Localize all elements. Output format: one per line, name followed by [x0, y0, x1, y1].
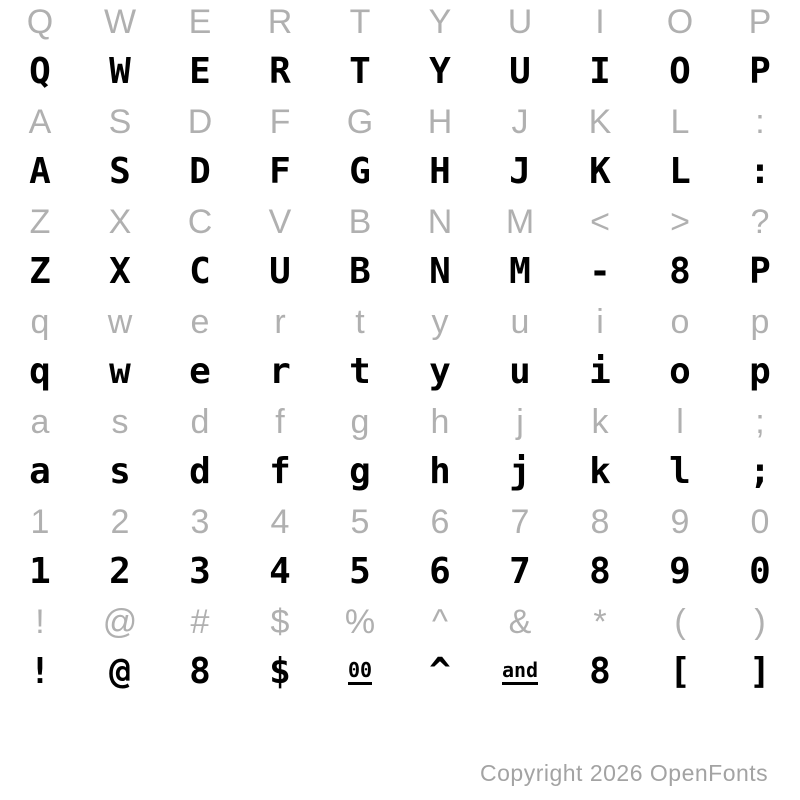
glyph-cell	[0, 144, 80, 200]
specimen-glyph: 3	[189, 551, 211, 592]
glyph-cell	[320, 300, 400, 344]
specimen-glyph: 5	[349, 551, 371, 592]
glyph-cell	[400, 344, 480, 400]
glyph-cell	[400, 200, 480, 244]
glyph-cell	[80, 600, 160, 644]
reference-glyph: 3	[190, 503, 210, 541]
glyph-cell	[480, 0, 560, 44]
reference-row	[0, 300, 800, 344]
specimen-glyph: h	[429, 451, 451, 492]
glyph-cell	[560, 644, 640, 700]
glyph-cell	[400, 0, 480, 44]
glyph-cell	[160, 0, 240, 44]
reference-glyph: >	[670, 203, 690, 241]
glyph-cell	[400, 544, 480, 600]
glyph-cell	[720, 644, 800, 700]
glyph-cell	[160, 544, 240, 600]
glyph-cell	[0, 200, 80, 244]
specimen-glyph: w	[109, 351, 131, 392]
glyph-cell	[320, 600, 400, 644]
specimen-glyph: s	[109, 451, 131, 492]
glyph-cell	[640, 544, 720, 600]
glyph-cell	[160, 500, 240, 544]
reference-glyph: M	[505, 203, 535, 241]
glyph-cell	[720, 44, 800, 100]
glyph-cell	[80, 100, 160, 144]
specimen-glyph: D	[189, 151, 211, 192]
reference-glyph: U	[507, 3, 533, 41]
glyph-cell	[240, 44, 320, 100]
glyph-cell	[720, 200, 800, 244]
glyph-cell	[80, 244, 160, 300]
reference-glyph: A	[28, 103, 52, 141]
reference-glyph: q	[30, 303, 50, 341]
glyph-cell	[720, 344, 800, 400]
glyph-cell	[0, 544, 80, 600]
reference-glyph: e	[190, 303, 210, 341]
glyph-cell	[240, 644, 320, 700]
reference-glyph: t	[355, 303, 365, 341]
glyph-cell	[160, 244, 240, 300]
glyph-cell	[320, 500, 400, 544]
specimen-glyph: ^	[429, 651, 451, 692]
glyph-cell	[320, 444, 400, 500]
reference-glyph: L	[670, 103, 690, 141]
specimen-glyph: R	[269, 51, 291, 92]
reference-row	[0, 100, 800, 144]
glyph-cell	[240, 100, 320, 144]
specimen-glyph: S	[109, 151, 131, 192]
reference-glyph: Z	[29, 203, 51, 241]
reference-glyph: :	[755, 103, 765, 141]
glyph-cell	[80, 444, 160, 500]
glyph-cell	[720, 244, 800, 300]
glyph-cell	[320, 344, 400, 400]
glyph-cell	[400, 44, 480, 100]
glyph-cell	[720, 0, 800, 44]
reference-glyph: I	[595, 3, 605, 41]
specimen-glyph: $	[269, 651, 291, 692]
reference-row	[0, 600, 800, 644]
glyph-cell	[0, 300, 80, 344]
glyph-cell	[640, 100, 720, 144]
glyph-cell	[640, 44, 720, 100]
specimen-glyph: a	[29, 451, 51, 492]
glyph-cell	[400, 500, 480, 544]
specimen-glyph: p	[749, 351, 771, 392]
glyph-cell	[320, 44, 400, 100]
glyph-cell	[160, 644, 240, 700]
glyph-cell	[0, 444, 80, 500]
reference-row	[0, 200, 800, 244]
copyright-footer: Copyright 2026 OpenFonts	[480, 760, 769, 786]
reference-glyph: 2	[110, 503, 130, 541]
glyph-cell	[480, 244, 560, 300]
specimen-glyph: @	[109, 651, 131, 692]
reference-glyph: i	[596, 303, 604, 341]
glyph-cell	[160, 100, 240, 144]
specimen-row	[0, 144, 800, 200]
reference-row	[0, 400, 800, 444]
glyph-cell	[80, 644, 160, 700]
glyph-cell	[720, 544, 800, 600]
reference-glyph: ^	[432, 603, 448, 641]
glyph-cell	[0, 400, 80, 444]
reference-glyph: j	[516, 403, 524, 441]
specimen-glyph: Z	[29, 251, 51, 292]
specimen-row	[0, 444, 800, 500]
glyph-cell	[0, 100, 80, 144]
specimen-glyph: :	[749, 151, 771, 192]
glyph-cell	[720, 100, 800, 144]
reference-glyph: C	[187, 203, 213, 241]
glyph-cell	[160, 144, 240, 200]
reference-glyph: g	[350, 403, 370, 441]
specimen-glyph: f	[269, 451, 291, 492]
glyph-cell	[640, 400, 720, 444]
reference-glyph: d	[190, 403, 210, 441]
glyph-cell	[640, 500, 720, 544]
reference-glyph: ?	[750, 203, 770, 241]
glyph-cell	[480, 144, 560, 200]
reference-glyph: S	[108, 103, 132, 141]
specimen-glyph: O	[669, 51, 691, 92]
reference-glyph: r	[274, 303, 286, 341]
glyph-cell	[0, 500, 80, 544]
specimen-glyph: 00	[348, 660, 372, 685]
specimen-glyph: C	[189, 251, 211, 292]
specimen-glyph: 6	[429, 551, 451, 592]
specimen-row	[0, 544, 800, 600]
specimen-glyph: 8	[669, 251, 691, 292]
glyph-cell	[400, 300, 480, 344]
glyph-cell	[480, 300, 560, 344]
glyph-cell	[240, 300, 320, 344]
glyph-cell	[400, 644, 480, 700]
glyph-cell	[480, 600, 560, 644]
specimen-glyph: u	[509, 351, 531, 392]
glyph-cell	[400, 600, 480, 644]
reference-glyph: $	[270, 603, 290, 641]
specimen-glyph: N	[429, 251, 451, 292]
glyph-cell	[480, 100, 560, 144]
reference-glyph: V	[268, 203, 292, 241]
glyph-cell	[80, 544, 160, 600]
reference-glyph: O	[666, 3, 694, 41]
reference-glyph: K	[588, 103, 612, 141]
reference-glyph: B	[348, 203, 372, 241]
specimen-glyph: H	[429, 151, 451, 192]
glyph-cell	[400, 100, 480, 144]
glyph-cell	[480, 644, 560, 700]
glyph-cell	[560, 544, 640, 600]
specimen-glyph: Y	[429, 51, 451, 92]
glyph-cell	[160, 344, 240, 400]
reference-glyph: u	[510, 303, 530, 341]
reference-glyph: (	[674, 603, 686, 641]
glyph-cell	[640, 200, 720, 244]
glyph-cell	[720, 500, 800, 544]
specimen-glyph: 8	[189, 651, 211, 692]
glyph-cell	[400, 244, 480, 300]
reference-glyph: 5	[350, 503, 370, 541]
specimen-glyph: 8	[589, 651, 611, 692]
glyph-cell	[320, 544, 400, 600]
reference-glyph: E	[188, 3, 212, 41]
glyph-cell	[560, 200, 640, 244]
specimen-glyph: l	[669, 451, 691, 492]
specimen-glyph: 0	[749, 551, 771, 592]
reference-glyph: )	[754, 603, 766, 641]
glyph-cell	[160, 400, 240, 444]
glyph-cell	[560, 0, 640, 44]
specimen-glyph: ]	[749, 651, 771, 692]
specimen-glyph: k	[589, 451, 611, 492]
glyph-cell	[480, 500, 560, 544]
glyph-cell	[0, 344, 80, 400]
glyph-cell	[720, 444, 800, 500]
reference-glyph: @	[102, 603, 138, 641]
glyph-cell	[560, 344, 640, 400]
reference-row	[0, 0, 800, 44]
glyph-cell	[720, 300, 800, 344]
specimen-glyph: P	[749, 251, 771, 292]
glyph-cell	[640, 444, 720, 500]
specimen-glyph: -	[589, 251, 611, 292]
specimen-glyph: j	[509, 451, 531, 492]
glyph-cell	[240, 344, 320, 400]
glyph-cell	[480, 44, 560, 100]
glyph-cell	[640, 300, 720, 344]
specimen-glyph: U	[269, 251, 291, 292]
reference-glyph: R	[267, 3, 293, 41]
specimen-glyph: E	[189, 51, 211, 92]
glyph-cell	[80, 144, 160, 200]
specimen-glyph: e	[189, 351, 211, 392]
glyph-cell	[720, 144, 800, 200]
glyph-cell	[320, 644, 400, 700]
glyph-cell	[560, 600, 640, 644]
glyph-cell	[720, 600, 800, 644]
glyph-cell	[320, 400, 400, 444]
specimen-glyph: F	[269, 151, 291, 192]
glyph-cell	[640, 344, 720, 400]
glyph-cell	[0, 244, 80, 300]
reference-glyph: ;	[755, 403, 765, 441]
glyph-cell	[560, 300, 640, 344]
glyph-cell	[80, 200, 160, 244]
specimen-glyph: 7	[509, 551, 531, 592]
reference-glyph: k	[591, 403, 609, 441]
glyph-cell	[320, 244, 400, 300]
glyph-cell	[160, 200, 240, 244]
specimen-glyph: i	[589, 351, 611, 392]
glyph-cell	[80, 500, 160, 544]
glyph-cell	[480, 544, 560, 600]
reference-glyph: H	[427, 103, 453, 141]
specimen-glyph: 4	[269, 551, 291, 592]
specimen-row	[0, 644, 800, 700]
glyph-cell	[320, 0, 400, 44]
glyph-cell	[0, 600, 80, 644]
glyph-cell	[0, 44, 80, 100]
glyph-cell	[240, 0, 320, 44]
glyph-cell	[480, 344, 560, 400]
glyph-cell	[80, 400, 160, 444]
glyph-cell	[480, 444, 560, 500]
glyph-cell	[640, 244, 720, 300]
glyph-cell	[560, 100, 640, 144]
specimen-glyph: Q	[29, 51, 51, 92]
specimen-glyph: X	[109, 251, 131, 292]
specimen-glyph: W	[109, 51, 131, 92]
reference-glyph: N	[427, 203, 453, 241]
glyph-cell	[320, 200, 400, 244]
glyph-cell	[640, 0, 720, 44]
reference-glyph: Q	[26, 3, 54, 41]
glyph-cell	[640, 644, 720, 700]
glyph-cell	[160, 44, 240, 100]
reference-glyph: P	[748, 3, 772, 41]
specimen-glyph: 8	[589, 551, 611, 592]
reference-glyph: !	[35, 603, 45, 641]
glyph-cell	[0, 644, 80, 700]
glyph-cell	[560, 444, 640, 500]
reference-glyph: <	[590, 203, 610, 241]
glyph-cell	[560, 244, 640, 300]
reference-glyph: 4	[270, 503, 290, 541]
glyph-cell	[80, 344, 160, 400]
glyph-cell	[80, 0, 160, 44]
specimen-glyph: U	[509, 51, 531, 92]
reference-glyph: f	[275, 403, 285, 441]
specimen-row	[0, 244, 800, 300]
specimen-glyph: K	[589, 151, 611, 192]
reference-glyph: 0	[750, 503, 770, 541]
specimen-glyph: y	[429, 351, 451, 392]
glyph-cell	[480, 400, 560, 444]
specimen-glyph: g	[349, 451, 371, 492]
specimen-glyph: A	[29, 151, 51, 192]
glyph-cell	[480, 200, 560, 244]
glyph-cell	[560, 500, 640, 544]
reference-glyph: l	[676, 403, 684, 441]
reference-glyph: Y	[428, 3, 452, 41]
specimen-row	[0, 344, 800, 400]
reference-glyph: &	[508, 603, 532, 641]
glyph-cell	[240, 500, 320, 544]
reference-row	[0, 500, 800, 544]
specimen-glyph: [	[669, 651, 691, 692]
specimen-glyph: d	[189, 451, 211, 492]
specimen-glyph: J	[509, 151, 531, 192]
reference-glyph: %	[344, 603, 376, 641]
specimen-glyph: B	[349, 251, 371, 292]
reference-glyph: *	[593, 603, 607, 641]
reference-glyph: G	[346, 103, 374, 141]
glyph-cell	[720, 400, 800, 444]
glyph-cell	[0, 0, 80, 44]
reference-glyph: 7	[510, 503, 530, 541]
reference-glyph: 9	[670, 503, 690, 541]
reference-glyph: W	[103, 3, 137, 41]
reference-glyph: D	[187, 103, 213, 141]
glyph-cell	[240, 200, 320, 244]
specimen-glyph: t	[349, 351, 371, 392]
reference-glyph: 8	[590, 503, 610, 541]
specimen-glyph: G	[349, 151, 371, 192]
glyph-cell	[80, 300, 160, 344]
reference-glyph: 1	[30, 503, 50, 541]
specimen-glyph: T	[349, 51, 371, 92]
reference-glyph: F	[269, 103, 291, 141]
specimen-glyph: !	[29, 651, 51, 692]
specimen-glyph: M	[509, 251, 531, 292]
specimen-glyph: r	[269, 351, 291, 392]
reference-glyph: T	[349, 3, 371, 41]
reference-glyph: p	[750, 303, 770, 341]
specimen-glyph: o	[669, 351, 691, 392]
specimen-glyph: q	[29, 351, 51, 392]
specimen-glyph: and	[502, 660, 538, 685]
glyph-cell	[240, 400, 320, 444]
specimen-glyph: P	[749, 51, 771, 92]
glyph-cell	[160, 600, 240, 644]
glyph-cell	[320, 100, 400, 144]
glyph-cell	[240, 544, 320, 600]
reference-glyph: w	[107, 303, 133, 341]
glyph-cell	[320, 144, 400, 200]
reference-glyph: y	[431, 303, 449, 341]
specimen-glyph: 1	[29, 551, 51, 592]
reference-glyph: J	[511, 103, 529, 141]
glyph-cell	[80, 44, 160, 100]
specimen-glyph: 2	[109, 551, 131, 592]
glyph-cell	[400, 144, 480, 200]
glyph-cell	[160, 300, 240, 344]
glyph-cell	[640, 144, 720, 200]
reference-glyph: h	[430, 403, 450, 441]
reference-glyph: a	[30, 403, 50, 441]
glyph-cell	[240, 600, 320, 644]
specimen-row	[0, 44, 800, 100]
glyph-cell	[640, 600, 720, 644]
specimen-glyph: I	[589, 51, 611, 92]
specimen-glyph: 9	[669, 551, 691, 592]
reference-glyph: o	[670, 303, 690, 341]
glyph-cell	[240, 444, 320, 500]
reference-glyph: X	[108, 203, 132, 241]
reference-glyph: 6	[430, 503, 450, 541]
reference-glyph: s	[111, 403, 129, 441]
glyph-cell	[560, 44, 640, 100]
specimen-glyph: ;	[749, 451, 771, 492]
glyph-cell	[240, 144, 320, 200]
specimen-glyph: L	[669, 151, 691, 192]
glyph-cell	[240, 244, 320, 300]
glyph-cell	[400, 400, 480, 444]
glyph-cell	[160, 444, 240, 500]
reference-glyph: #	[190, 603, 210, 641]
glyph-cell	[560, 144, 640, 200]
glyph-cell	[560, 400, 640, 444]
glyph-cell	[400, 444, 480, 500]
